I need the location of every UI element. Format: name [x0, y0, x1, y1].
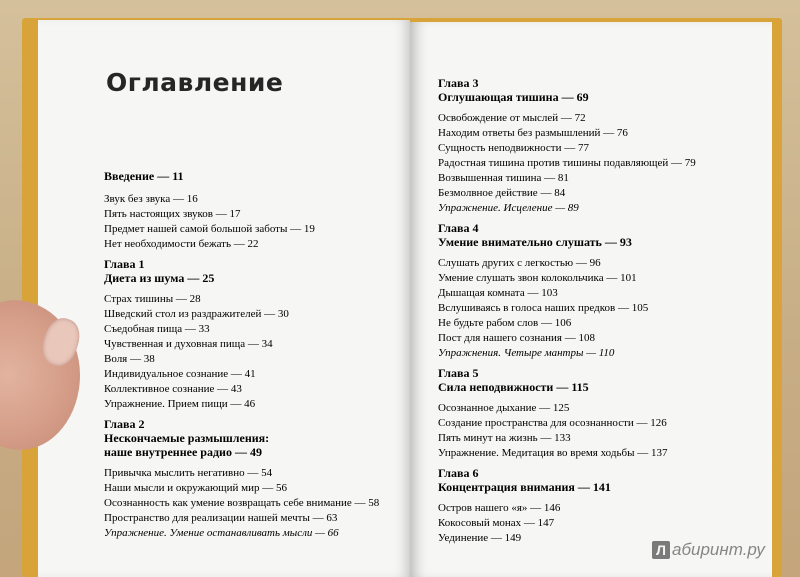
toc-entry: Возвышенная тишина — 81 [438, 172, 569, 184]
chapter-title: наше внутреннее радио — 49 [104, 445, 262, 459]
toc-entry: Упражнение. Умение останавливать мысли — 66 [104, 527, 339, 539]
toc-entry: Чувственная и духовная пища — 34 [104, 338, 273, 350]
chapter-title: Диета из шума — 25 [104, 271, 215, 285]
toc-entry: Вслушиваясь в голоса наших предков — 105 [438, 302, 649, 314]
toc-entry: Упражнение. Прием пищи — 46 [104, 398, 256, 410]
intro-entries [104, 192, 394, 252]
chapter-entries [438, 111, 758, 216]
toc-entry: Коллективное сознание — 43 [104, 383, 242, 395]
chapter-title: Умение внимательно слушать — 93 [438, 235, 632, 249]
toc-entry: Упражнение. Исцеление — 89 [438, 202, 579, 214]
toc-entry: Слушать других с легкостью — 96 [438, 257, 601, 269]
watermark [652, 540, 765, 560]
chapter-label: Глава 5 [438, 366, 479, 380]
chapter-title: Концентрация внимания — 141 [438, 480, 611, 494]
page-title: Оглавление [106, 68, 284, 97]
toc-entry: Страх тишины — 28 [104, 293, 201, 305]
toc-entry: Шведский стол из раздражителей — 30 [104, 308, 289, 320]
chapter-title: Нескончаемые размышления: [104, 431, 270, 445]
chapter-entries [104, 466, 394, 541]
right-chapters [438, 76, 758, 546]
toc-entry: Наши мысли и окружающий мир — 56 [104, 482, 288, 494]
toc-entry: Звук без звука — 16 [104, 193, 198, 205]
chapter-section [438, 221, 758, 361]
chapter-title: Оглушающая тишина — 69 [438, 90, 589, 104]
toc-entry: Пять минут на жизнь — 133 [438, 432, 571, 444]
watermark-text: абиринт.ру [672, 540, 765, 559]
chapter-entries [438, 401, 758, 461]
toc-entry: Упражнения. Четыре мантры — 110 [438, 347, 615, 359]
chapter-entries [104, 292, 394, 412]
intro-section [104, 169, 394, 252]
chapter-label: Глава 6 [438, 466, 479, 480]
toc-entry: Создание пространства для осознанности — 126 [438, 417, 667, 429]
chapter-section [104, 417, 394, 541]
toc-entry: Пост для нашего сознания — 108 [438, 332, 595, 344]
toc-entry: Кокосовый монах — 147 [438, 517, 555, 529]
chapter-section [438, 466, 758, 546]
toc-entry: Пространство для реализации нашей мечты — 63 [104, 512, 338, 524]
chapter-section [104, 257, 394, 412]
chapter-entries [438, 256, 758, 361]
chapter-label: Глава 3 [438, 76, 479, 90]
toc-entry: Предмет нашей самой большой заботы — 19 [104, 223, 315, 235]
chapter-section [438, 76, 758, 216]
watermark-logo-icon: Л [652, 541, 670, 559]
toc-entry: Съедобная пища — 33 [104, 323, 210, 335]
toc-entry: Нет необходимости бежать — 22 [104, 238, 259, 250]
chapter-label: Глава 4 [438, 221, 479, 235]
toc-entry: Осознанность как умение возвращать себе внимание — 58 [104, 497, 380, 509]
toc-entry: Привычка мыслить негативно — 54 [104, 467, 273, 479]
toc-entry: Индивидуальное сознание — 41 [104, 368, 256, 380]
toc-right-column [438, 76, 758, 551]
chapter-label: Глава 2 [104, 417, 145, 431]
toc-entry: Уединение — 149 [438, 532, 522, 544]
toc-entry: Радостная тишина против тишины подавляющей — 79 [438, 157, 696, 169]
toc-entry: Остров нашего «я» — 146 [438, 502, 561, 514]
toc-entry: Упражнение. Медитация во время ходьбы — 137 [438, 447, 668, 459]
toc-entry: Пять настоящих звуков — 17 [104, 208, 241, 220]
chapter-title: Сила неподвижности — 115 [438, 380, 589, 394]
intro-title: Введение — 11 [104, 169, 184, 183]
toc-entry: Безмолвное действие — 84 [438, 187, 566, 199]
toc-left-column [104, 169, 394, 546]
toc-entry: Не будьте рабом слов — 106 [438, 317, 572, 329]
toc-entry: Умение слушать звон колокольчика — 101 [438, 272, 637, 284]
toc-entry: Находим ответы без размышлений — 76 [438, 127, 628, 139]
left-chapters [104, 257, 394, 541]
toc-entry: Осознанное дыхание — 125 [438, 402, 570, 414]
toc-entry: Освобождение от мыслей — 72 [438, 112, 586, 124]
toc-entry: Воля — 38 [104, 353, 155, 365]
chapter-section [438, 366, 758, 461]
toc-entry: Сущность неподвижности — 77 [438, 142, 590, 154]
chapter-label: Глава 1 [104, 257, 145, 271]
toc-entry: Дышащая комната — 103 [438, 287, 558, 299]
